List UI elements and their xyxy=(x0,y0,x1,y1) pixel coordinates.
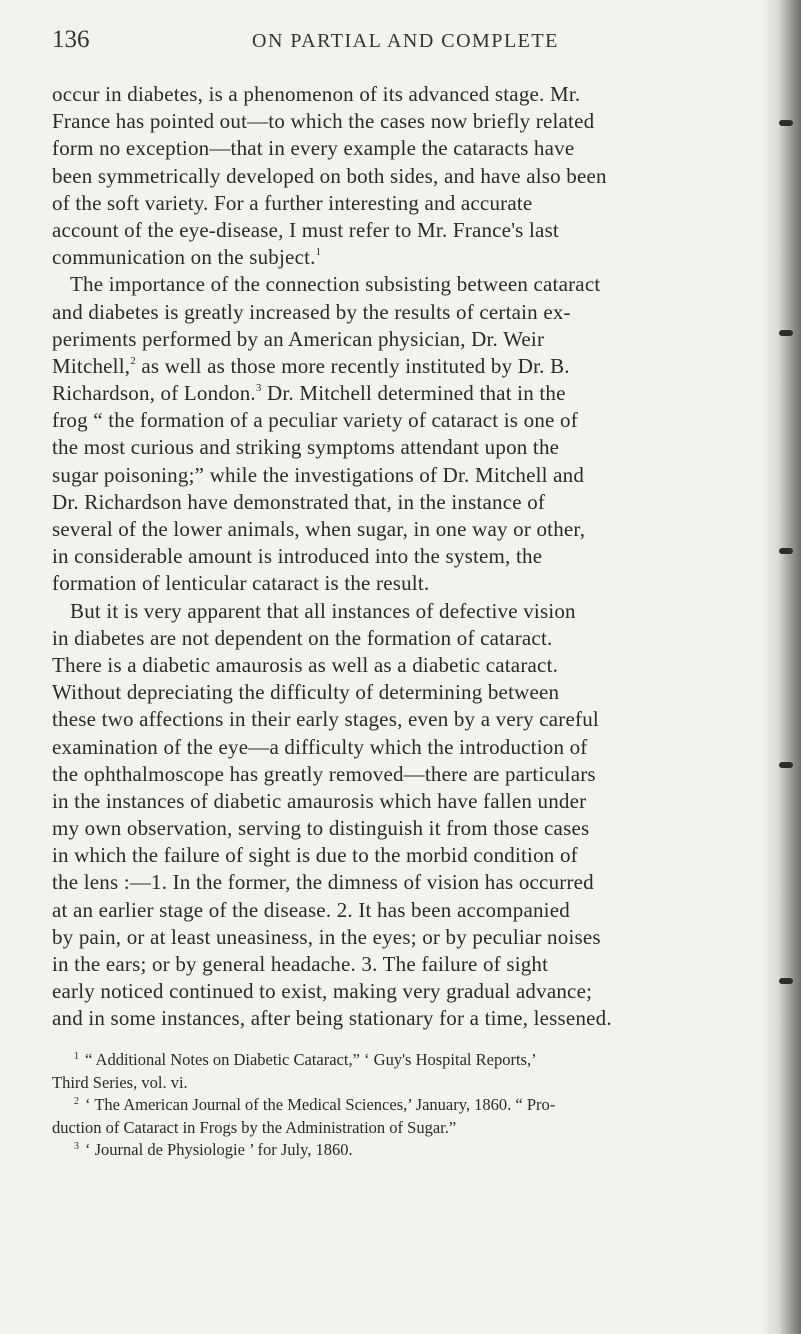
page-header xyxy=(52,24,752,60)
text-line xyxy=(52,326,752,353)
text-line xyxy=(52,815,752,842)
line-text: There is a diabetic amaurosis as well as a diabetic cataract. xyxy=(52,652,559,677)
text-line xyxy=(52,842,752,869)
footnotes xyxy=(52,1049,752,1162)
text-line xyxy=(52,598,752,625)
footnote-mark: 2 xyxy=(74,1096,79,1107)
footnote-line xyxy=(52,1117,752,1140)
line-text: The importance of the connection subsisting between cataract xyxy=(70,272,601,297)
line-text: Without depreciating the difficulty of determining between xyxy=(52,680,560,705)
footnote-line xyxy=(52,1139,752,1162)
text-line xyxy=(52,543,752,570)
text-line xyxy=(52,135,752,162)
text-line xyxy=(52,217,752,244)
line-text: communication on the subject. xyxy=(52,245,316,270)
edge-mark xyxy=(779,330,793,336)
text-line xyxy=(52,679,752,706)
line-text: Dr. Richardson have demonstrated that, in the instance of xyxy=(52,489,546,514)
page-edge-shadow xyxy=(761,0,801,1334)
footnote-line xyxy=(52,1072,752,1095)
line-text: at an earlier stage of the disease. 2. It has been accompanied xyxy=(52,897,570,922)
line-text: in diabetes are not dependent on the formation of cataract. xyxy=(52,625,553,650)
line-text: by pain, or at least uneasiness, in the eyes; or by peculiar noises xyxy=(52,924,601,949)
line-text: the lens :—1. In the former, the dimness of vision has occurred xyxy=(52,870,594,895)
footnote-line xyxy=(52,1094,752,1117)
edge-mark xyxy=(779,120,793,126)
line-text: the most curious and striking symptoms attendant upon the xyxy=(52,435,560,460)
text-line xyxy=(52,570,752,597)
text-line xyxy=(52,353,752,380)
line-text-after: as well as those more recently instituted by Dr. B. xyxy=(135,353,570,378)
line-text: examination of the eye—a difficulty which the introduction of xyxy=(52,734,588,759)
text-line xyxy=(52,1005,752,1032)
footnote-line xyxy=(52,1049,752,1072)
line-text: early noticed continued to exist, making very gradual advance; xyxy=(52,979,593,1004)
text-line xyxy=(52,924,752,951)
text-line xyxy=(52,625,752,652)
line-text: of the soft variety. For a further interesting and accurate xyxy=(52,190,533,215)
text-line xyxy=(52,761,752,788)
footnote-mark: 1 xyxy=(74,1051,79,1062)
text-line xyxy=(52,951,752,978)
text-line xyxy=(52,869,752,896)
line-text: frog “ the formation of a peculiar variety of cataract is one of xyxy=(52,408,578,433)
edge-mark xyxy=(779,978,793,984)
footnote-text: “ Additional Notes on Diabetic Cataract,” ‘ Guy's Hospital Reports,’ xyxy=(85,1050,537,1069)
running-head: ON PARTIAL AND COMPLETE xyxy=(252,30,559,52)
line-text: But it is very apparent that all instances of defective vision xyxy=(70,598,576,623)
text-line xyxy=(52,407,752,434)
text-line xyxy=(52,734,752,761)
line-text: in considerable amount is introduced into the system, the xyxy=(52,544,543,569)
line-text: form no exception—that in every example the cataracts have xyxy=(52,136,575,161)
text-line xyxy=(52,81,752,108)
body-text xyxy=(52,81,752,1033)
text-line xyxy=(52,652,752,679)
line-text: my own observation, serving to distinguish it from those cases xyxy=(52,816,590,841)
line-text: occur in diabetes, is a phenomenon of its advanced stage. Mr. xyxy=(52,82,581,106)
text-line xyxy=(52,516,752,543)
line-text: the ophthalmoscope has greatly removed—there are particulars xyxy=(52,761,596,786)
text-line xyxy=(52,244,752,271)
text-line xyxy=(52,434,752,461)
footnote-text: ‘ Journal de Physiologie ’ for July, 1860. xyxy=(85,1140,353,1159)
text-line xyxy=(52,108,752,135)
footnote-text: ‘ The American Journal of the Medical Sciences,’ January, 1860. “ Pro- xyxy=(85,1095,556,1114)
line-text: in the ears; or by general headache. 3. The failure of sight xyxy=(52,952,549,976)
line-text: Mitchell, xyxy=(52,353,131,378)
text-line xyxy=(52,163,752,190)
text-line xyxy=(52,489,752,516)
footnote-ref: 2 xyxy=(130,354,136,367)
edge-mark xyxy=(779,548,793,554)
text-line xyxy=(52,462,752,489)
text-line xyxy=(52,271,752,298)
line-text: formation of lenticular cataract is the result. xyxy=(52,571,430,596)
line-text: been symmetrically developed on both sides, and have also been xyxy=(52,163,607,188)
footnote-ref: 1 xyxy=(315,246,322,259)
footnote-ref: 3 xyxy=(255,382,262,395)
text-line xyxy=(52,190,752,217)
page-number: 136 xyxy=(52,26,90,53)
line-text: sugar poisoning;” while the investigations of Dr. Mitchell and xyxy=(52,462,585,487)
text-line xyxy=(52,897,752,924)
text-line xyxy=(52,788,752,815)
line-text: account of the eye-disease, I must refer to Mr. France's last xyxy=(52,217,559,242)
line-text: in which the failure of sight is due to the morbid condition of xyxy=(52,843,578,868)
footnote-text: Third Series, vol. vi. xyxy=(52,1072,188,1092)
line-text: France has pointed out—to which the cases now briefly related xyxy=(52,109,595,134)
text-line xyxy=(52,380,752,407)
line-text: Richardson, of London. xyxy=(52,381,256,406)
edge-mark xyxy=(779,762,793,768)
line-text: and diabetes is greatly increased by the results of certain ex- xyxy=(52,299,571,324)
footnote-mark: 3 xyxy=(74,1141,79,1152)
text-line xyxy=(52,299,752,326)
text-line xyxy=(52,706,752,733)
text-line xyxy=(52,978,752,1005)
line-text: these two affections in their early stages, even by a very careful xyxy=(52,707,599,732)
line-text: several of the lower animals, when sugar, in one way or other, xyxy=(52,517,586,541)
line-text: periments performed by an American physician, Dr. Weir xyxy=(52,326,545,351)
line-text: and in some instances, after being stationary for a time, lessened. xyxy=(52,1006,612,1031)
footnote-text: duction of Cataract in Frogs by the Administration of Sugar.” xyxy=(52,1117,457,1137)
line-text-after: Dr. Mitchell determined that in the xyxy=(261,381,566,406)
line-text: in the instances of diabetic amaurosis which have fallen under xyxy=(52,788,587,813)
